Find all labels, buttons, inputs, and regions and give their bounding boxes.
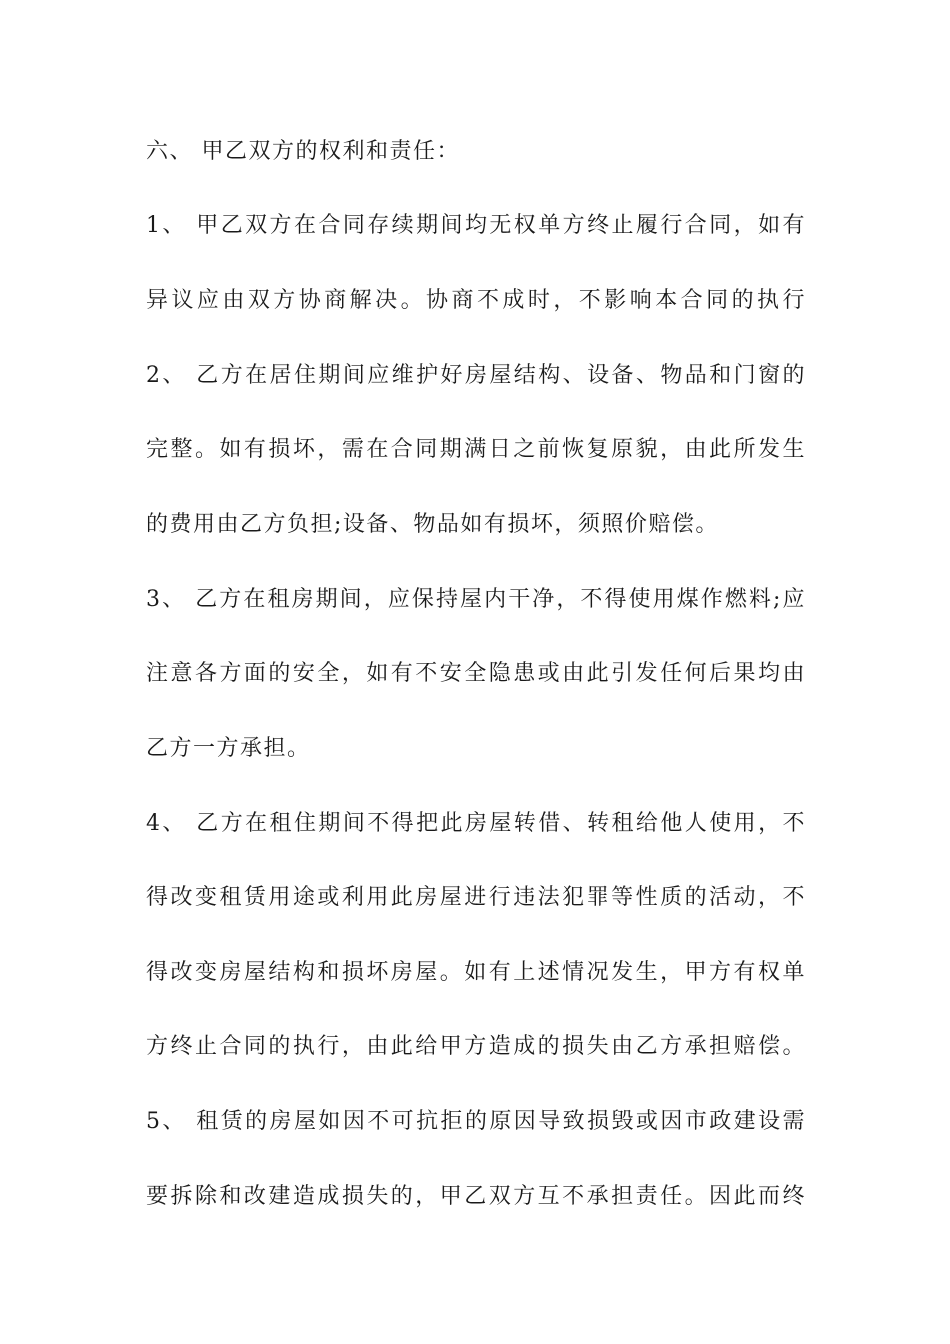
clause-3-line-2: 注意各方面的安全，如有不安全隐患或由此引发任何后果均由: [146, 661, 806, 686]
clause-3-line-3: 乙方一方承担。: [146, 736, 311, 761]
clause-2-line-1: 2、 乙方在居住期间应维护好房屋结构、设备、物品和门窗的: [146, 363, 806, 388]
section-heading: 六、 甲乙双方的权利和责任：: [146, 139, 460, 164]
clause-5-line-2: 要拆除和改建造成损失的，甲乙双方互不承担责任。因此而终: [146, 1184, 806, 1209]
clause-2-line-2: 完整。如有损坏，需在合同期满日之前恢复原貌，由此所发生: [146, 437, 806, 462]
clause-1-line-2: 异议应由双方协商解决。协商不成时，不影响本合同的执行: [146, 288, 806, 313]
clause-2-line-3: 的费用由乙方负担;设备、物品如有损坏，须照价赔偿。: [146, 512, 719, 537]
clause-4-line-3: 得改变房屋结构和损坏房屋。如有上述情况发生，甲方有权单: [146, 960, 806, 985]
clause-4-line-2: 得改变租赁用途或利用此房屋进行违法犯罪等性质的活动，不: [146, 885, 806, 910]
clause-4-line-4: 方终止合同的执行，由此给甲方造成的损失由乙方承担赔偿。: [146, 1034, 806, 1059]
clause-4-line-1: 4、 乙方在租住期间不得把此房屋转借、转租给他人使用，不: [146, 811, 806, 836]
clause-3-line-1: 3、 乙方在租房期间，应保持屋内干净，不得使用煤作燃料;应: [146, 587, 806, 612]
clause-5-line-1: 5、 租赁的房屋如因不可抗拒的原因导致损毁或因市政建设需: [146, 1109, 806, 1134]
clause-1-line-1: 1、 甲乙双方在合同存续期间均无权单方终止履行合同，如有: [146, 213, 806, 238]
